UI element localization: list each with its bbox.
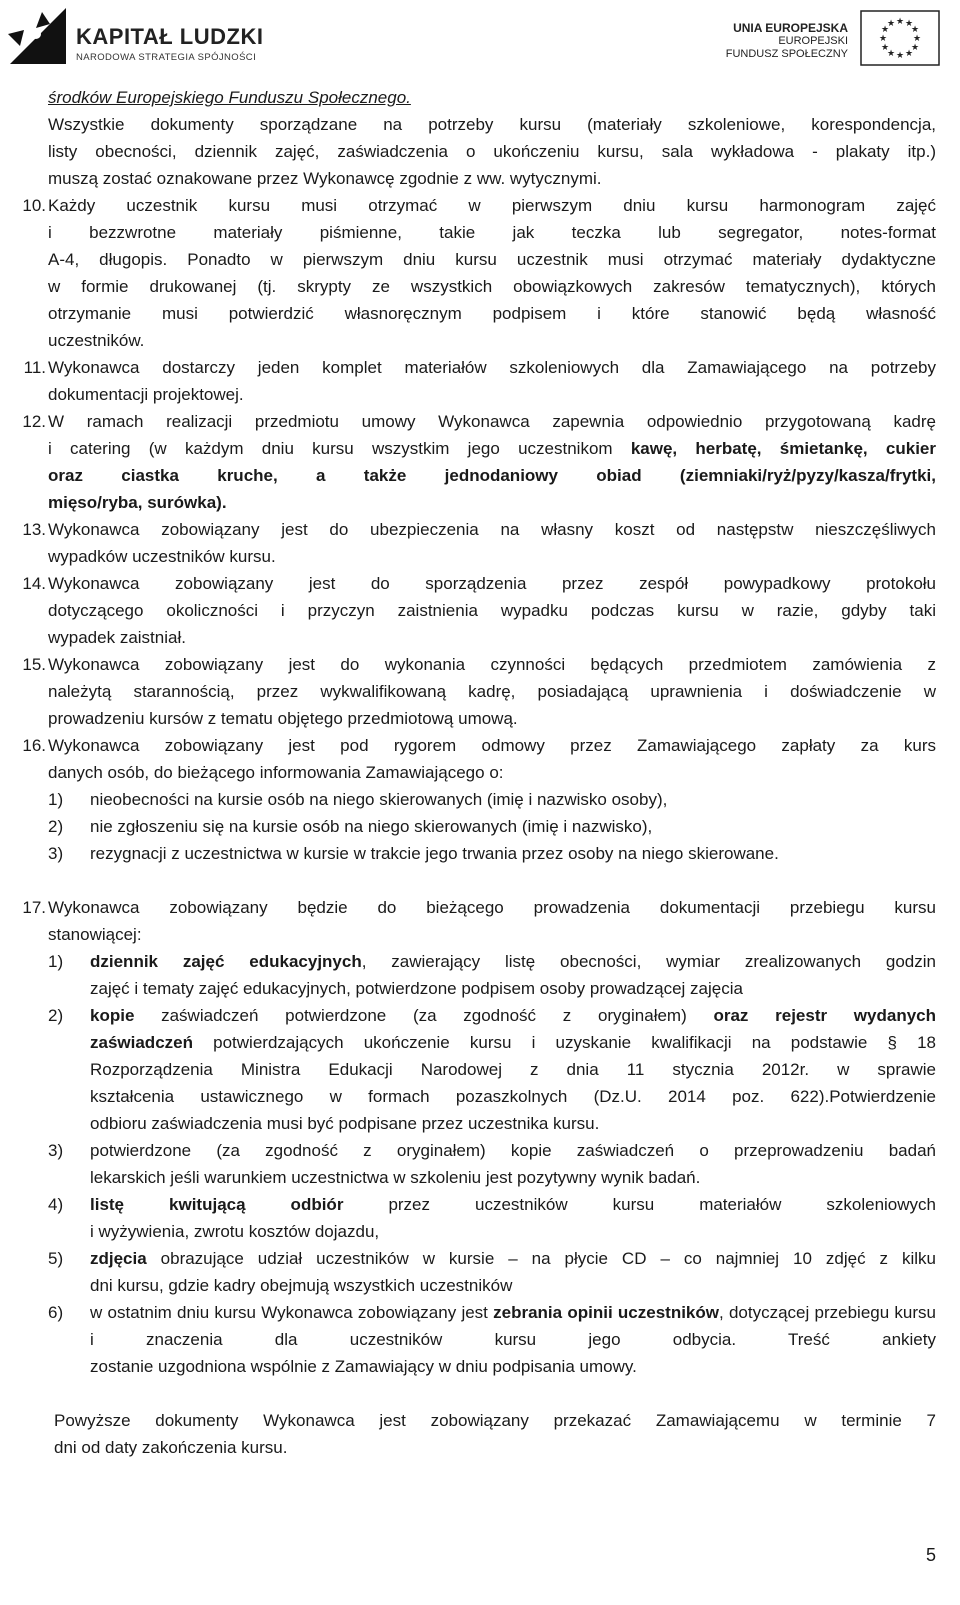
svg-text:★: ★	[910, 43, 920, 53]
sub-item	[48, 813, 936, 840]
item-line: dotyczącego okoliczności i przyczyn zaistnienia wypadku podczas kursu w razie, gdyby taki	[48, 601, 936, 620]
list-item-15	[22, 651, 936, 732]
item-line: stanowiącej:	[48, 925, 142, 944]
list-item-14	[22, 570, 936, 651]
sub-item	[48, 1191, 936, 1245]
svg-text:★: ★	[880, 25, 890, 35]
sub-item-line: i wyżywienia, zwrotu kosztów dojazdu,	[90, 1222, 380, 1241]
item-line: należytą starannością, przez wykwalifikowaną kadrę, posiadającą uprawnienia i doświadczenie w	[48, 682, 936, 701]
sub-item-number: 6)	[48, 1303, 64, 1322]
item-number: 12.	[22, 412, 46, 431]
item-line: i bezzwrotne materiały piśmienne, takie jak teczka lub segregator, notes-format	[48, 223, 936, 242]
item-number: 11.	[23, 358, 46, 377]
item-number: 16.	[22, 736, 46, 755]
svg-text:★: ★	[904, 19, 914, 29]
sub-item-number: 4)	[48, 1195, 64, 1214]
eu-logo-text	[726, 22, 848, 61]
item-line: prowadzeniu kursów z tematu objętego przedmiotową umową.	[48, 709, 518, 728]
page-number: 5	[925, 1545, 936, 1565]
item-line: wypadek zaistniał.	[48, 628, 186, 647]
sub-item-number: 3)	[48, 1141, 64, 1160]
item-line: Wykonawca zobowiązany jest do ubezpieczenia na własny koszt od następstw nieszczęśliwych	[48, 520, 936, 539]
item-line: wypadków uczestników kursu.	[48, 547, 276, 566]
sub-item	[48, 1137, 936, 1191]
svg-text:★: ★	[886, 49, 896, 59]
page-header	[0, 0, 960, 90]
sub-item-text: potwierdzających ukończenie kursu i uzyskanie kwalifikacji na podstawie § 18	[193, 1033, 936, 1052]
paragraph-line: Powyższe dokumenty Wykonawca jest zobowiązany przekazać Zamawiającemu w terminie 7	[54, 1411, 936, 1430]
sub-item-bold: kopie	[90, 1006, 135, 1025]
item-line: danych osób, do bieżącego informowania Zamawiającego o:	[48, 763, 504, 782]
sub-item-text: nieobecności na kursie osób na niego skierowanych (imię i nazwisko osoby),	[90, 790, 668, 809]
svg-text:★: ★	[910, 25, 920, 35]
sub-item-line	[90, 1191, 936, 1218]
item-line: Wykonawca zobowiązany jest do sporządzenia przez zespół powypadkowy protokołu	[48, 574, 936, 593]
sub-item-line	[90, 1299, 936, 1353]
item-line: w formie drukowanej (tj. skrypty ze wszystkich obowiązkowych zakresów tematycznych), których	[48, 277, 936, 296]
paragraph-line: dni od daty zakończenia kursu.	[54, 1438, 288, 1457]
sub-item-bold: zebrania opinii uczestników	[493, 1303, 719, 1322]
item-line: uczestników.	[48, 331, 145, 350]
sub-item-number: 2)	[48, 817, 64, 836]
item-number: 13.	[22, 520, 46, 539]
kapital-ludzki-subtitle: NARODOWA STRATEGIA SPÓJNOŚCI	[76, 52, 257, 63]
eu-line2: EUROPEJSKI	[778, 35, 848, 47]
paragraph-line: środków Europejskiego Funduszu Społecznego.	[48, 88, 411, 107]
item-number: 17.	[22, 898, 46, 917]
kapital-ludzki-title: KAPITAŁ LUDZKI	[76, 24, 264, 49]
sub-item	[48, 1299, 936, 1380]
item-line	[48, 462, 936, 489]
item-line: Wykonawca zobowiązany jest pod rygorem odmowy przez Zamawiającego zapłaty za kurs	[48, 736, 936, 755]
sub-item-line: Rozporządzenia Ministra Edukacji Narodowej z dnia 11 stycznia 2012r. w sprawie	[90, 1060, 936, 1079]
sub-item-bold: zdjęcia	[90, 1249, 147, 1268]
item-number: 10.	[22, 196, 46, 215]
sub-item-line	[90, 1029, 936, 1056]
sub-item	[48, 1245, 936, 1299]
paragraph-line: muszą zostać oznakowane przez Wykonawcę zgodnie z ww. wytycznymi.	[48, 169, 602, 188]
closing-paragraph	[54, 1407, 936, 1461]
item-line	[48, 489, 936, 516]
item-line: Wykonawca zobowiązany będzie do bieżącego prowadzenia dokumentacji przebiegu kursu	[48, 898, 936, 917]
sub-item-bold: zaświadczeń	[90, 1033, 193, 1052]
sub-item-number: 1)	[48, 790, 64, 809]
list-item-16	[22, 732, 936, 867]
sub-item	[48, 840, 936, 867]
item-line	[48, 435, 936, 462]
svg-text:★: ★	[880, 43, 890, 53]
sub-item-bold: oraz rejestr wydanych	[713, 1006, 936, 1025]
sub-item-text: , dotyczącej przebiegu kursu i znaczenia dla uczestników kursu jego odbycia. Treść ankiety	[90, 1303, 936, 1349]
svg-text:★: ★	[886, 19, 896, 29]
svg-text:★: ★	[895, 51, 905, 61]
eu-flag-icon	[860, 10, 940, 66]
item-line: Wykonawca zobowiązany jest do wykonania czynności będących przedmiotem zamówienia z	[48, 655, 936, 674]
sub-item-number: 5)	[48, 1249, 64, 1268]
svg-text:★: ★	[904, 49, 914, 59]
document-body	[22, 84, 936, 1461]
sub-item-line	[90, 1002, 936, 1029]
item-line: A-4, długopis. Ponadto w pierwszym dniu kursu uczestnik musi otrzymać materiały dydaktyczne	[48, 250, 936, 269]
sub-item-line: zajęć i tematy zajęć edukacyjnych, potwierdzone podpisem osoby prowadzącej zajęcia	[90, 979, 743, 998]
item-bold-text: kawę, herbatę, śmietankę, cukier	[630, 439, 936, 458]
kapital-ludzki-logo-icon	[6, 4, 70, 68]
sub-item-text: przez uczestników kursu materiałów szkoleniowych	[343, 1195, 936, 1214]
sub-item-number: 1)	[48, 952, 64, 971]
svg-text:★: ★	[912, 34, 922, 44]
eu-line1: UNIA EUROPEJSKA	[733, 21, 848, 35]
list-item-10	[22, 192, 936, 354]
item-line: Każdy uczestnik kursu musi otrzymać w pierwszym dniu kursu harmonogram zajęć	[48, 196, 936, 215]
sub-item-line: zostanie uzgodniona wspólnie z Zamawiający w dniu podpisania umowy.	[90, 1357, 637, 1376]
sub-item-line: dni kursu, gdzie kadry obejmują wszystkich uczestników	[90, 1276, 513, 1295]
sub-item	[48, 1002, 936, 1137]
sub-item-line: odbioru zaświadczenia musi być podpisane przez uczestnika kursu.	[90, 1114, 600, 1133]
sub-item-text: , zawierający listę obecności, wymiar zrealizowanych godzin	[361, 952, 936, 971]
item-line: otrzymanie musi potwierdzić własnoręcznym podpisem i które stanowić będą własność	[48, 304, 936, 323]
list-item-12	[22, 408, 936, 516]
eu-line3: FUNDUSZ SPOŁECZNY	[725, 48, 848, 60]
sub-item-bold: dziennik zajęć edukacyjnych	[90, 952, 362, 971]
item-bold-text: oraz ciastka kruche, a także jednodaniowy obiad (ziemniaki/ryż/pyzy/kasza/frytki,	[48, 466, 936, 485]
sub-item-number: 3)	[48, 844, 64, 863]
paragraph-line: listy obecności, dziennik zajęć, zaświadczenia o ukończeniu kursu, sala wykładowa - plakaty itp.)	[48, 142, 936, 161]
sub-item-line	[90, 948, 936, 975]
list-item-13	[22, 516, 936, 570]
sub-item-line	[90, 1245, 936, 1272]
paragraph-line: Wszystkie dokumenty sporządzane na potrzeby kursu (materiały szkoleniowe, korespondencja,	[48, 115, 936, 134]
item-line: dokumentacji projektowej.	[48, 385, 244, 404]
sub-item-line: lekarskich jeśli warunkiem uczestnictwa w szkoleniu jest pozytywny wynik badań.	[90, 1168, 701, 1187]
svg-text:★: ★	[895, 17, 905, 27]
sub-item-number: 2)	[48, 1006, 64, 1025]
list-item-17	[22, 894, 936, 1380]
item-bold-text: mięso/ryba, surówka).	[48, 493, 227, 512]
sub-item-text: rezygnacji z uczestnictwa w kursie w trakcie jego trwania przez osoby na niego skierowane.	[90, 844, 779, 863]
list-item-11	[23, 354, 936, 408]
sub-item-text: nie zgłoszeniu się na kursie osób na niego skierowanych (imię i nazwisko),	[90, 817, 653, 836]
item-line: W ramach realizacji przedmiotu umowy Wykonawca zapewnia odpowiednio przygotowaną kadrę	[48, 412, 936, 431]
sub-item	[48, 948, 936, 1002]
sub-item-line: potwierdzone (za zgodność z oryginałem) kopie zaświadczeń o przeprowadzeniu badań	[90, 1141, 936, 1160]
item-number: 14.	[22, 574, 46, 593]
sub-item-bold: listę kwitującą odbiór	[90, 1195, 344, 1214]
sub-item	[48, 786, 936, 813]
item-line: Wykonawca dostarczy jeden komplet materiałów szkoleniowych dla Zamawiającego na potrzeby	[48, 358, 936, 377]
item-number: 15.	[22, 655, 46, 674]
svg-text:★: ★	[878, 34, 888, 44]
item-text: i catering (w każdym dniu kursu wszystkim jego uczestnikom	[48, 439, 631, 458]
sub-item-text: obrazujące udział uczestników w kursie – na płycie CD – co najmniej 10 zdjęć z kilku	[146, 1249, 936, 1268]
sub-item-line: kształcenia ustawicznego w formach pozaszkolnych (Dz.U. 2014 poz. 622).Potwierdzenie	[90, 1087, 936, 1106]
sub-item-text: zaświadczeń potwierdzone (za zgodność z oryginałem)	[134, 1006, 714, 1025]
sub-item-text: w ostatnim dniu kursu Wykonawca zobowiązany jest	[90, 1303, 494, 1322]
